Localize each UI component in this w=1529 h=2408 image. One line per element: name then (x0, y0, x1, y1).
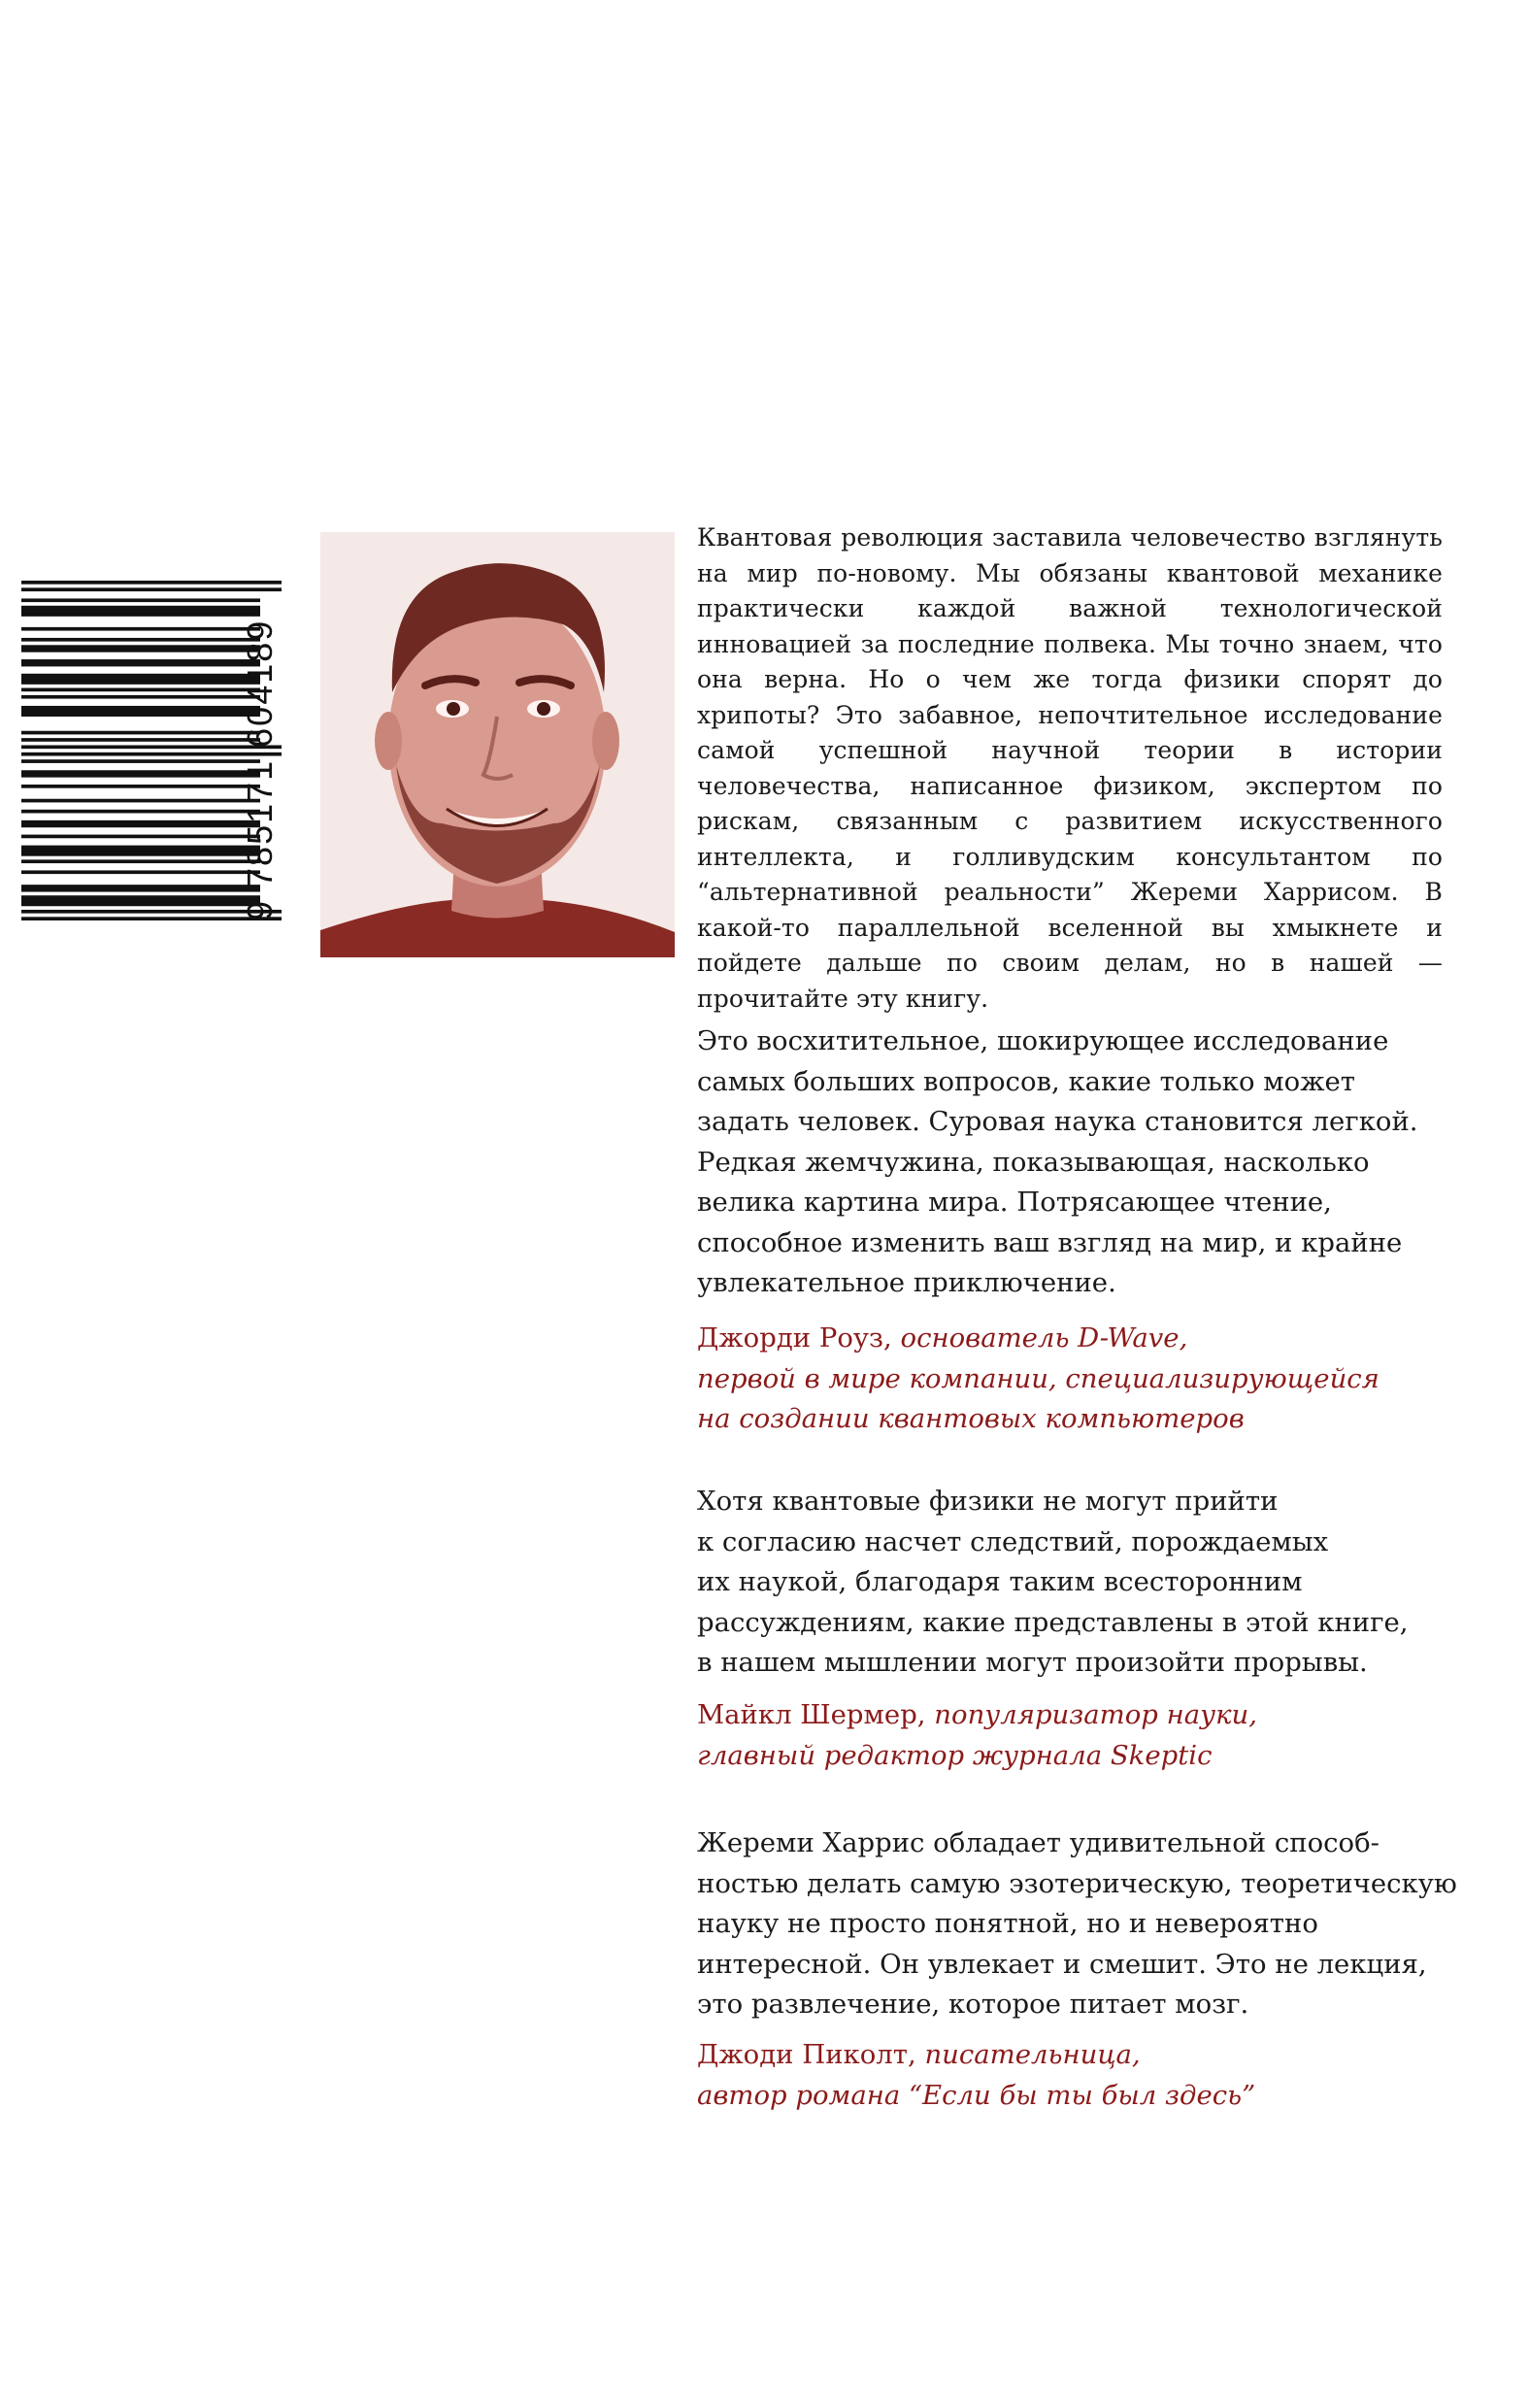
author-photo (320, 532, 675, 957)
review-attribution-3 (697, 2035, 1255, 2116)
review-author-2: Майкл Шермер, (697, 1699, 926, 1730)
review-author-1: Джорди Роуз, (697, 1322, 892, 1354)
review-quote-1: Это восхитительное, шокирующее исследование самых больших вопросов, какие только может задать человек. Суровая наука становится легкой. Редкая жемчужина, показывающая, насколько велика картина мира. Потрясающее чтение, способное изменить ваш взгляд на мир, и крайне увлекательное приключение. (697, 1025, 1418, 1298)
review-attribution-1 (697, 1319, 1379, 1440)
review-role-1: основатель D-Wave, первой в мире компании, специализирующейся на создании квантовых компьютеров (697, 1322, 1379, 1434)
isbn-digits (223, 581, 291, 920)
review-quote-2: Хотя квантовые физики не могут прийти к согласию насчет следствий, порождаемых их наукой, благодаря таким всесторонним рассуждениям, какие представлены в этой книге, в нашем мышлении могут произойти прорывы. (697, 1486, 1409, 1678)
book-blurb: Квантовая революция заставила человечество взглянуть на мир по-новому. Мы обязаны квантовой механике практически каждой важной технологической инновацией за последние полвека. Мы точно знаем, что она верна. Но о чем же тогда физики спорят до хрипоты? Это забавное, непочтительное исследование самой успешной научной теории в истории человечества, написанное физиком, экспертом по рискам, связанным с развитием искусственного интеллекта, и голливудским консультантом по “альтернативной реальности” Жереми Харрисом. В какой-то параллельной вселенной вы хмыкнете и пойдете дальше по своим делам, но в нашей — прочитайте эту книгу. (697, 523, 1443, 1013)
review-role-3: писательница, автор романа “Если бы ты был здесь” (697, 2039, 1256, 2111)
review-author-3: Джоди Пиколт, (697, 2039, 916, 2070)
review-role-2: популяризатор науки, главный редактор журнала Skeptic (697, 1699, 1257, 1771)
isbn-number: 9 785171 604189 (240, 619, 280, 920)
review-attribution-2 (697, 1695, 1257, 1776)
author-portrait-image (320, 532, 675, 957)
review-quote-3: Жереми Харрис обладает удивительной способ- ностью делать самую эзотерическую, теоретическую науку не просто понятной, но и невероятно интересной. Он увлекает и смешит. Это не лекция, это развлечение, которое питает мозг. (697, 1827, 1457, 2020)
